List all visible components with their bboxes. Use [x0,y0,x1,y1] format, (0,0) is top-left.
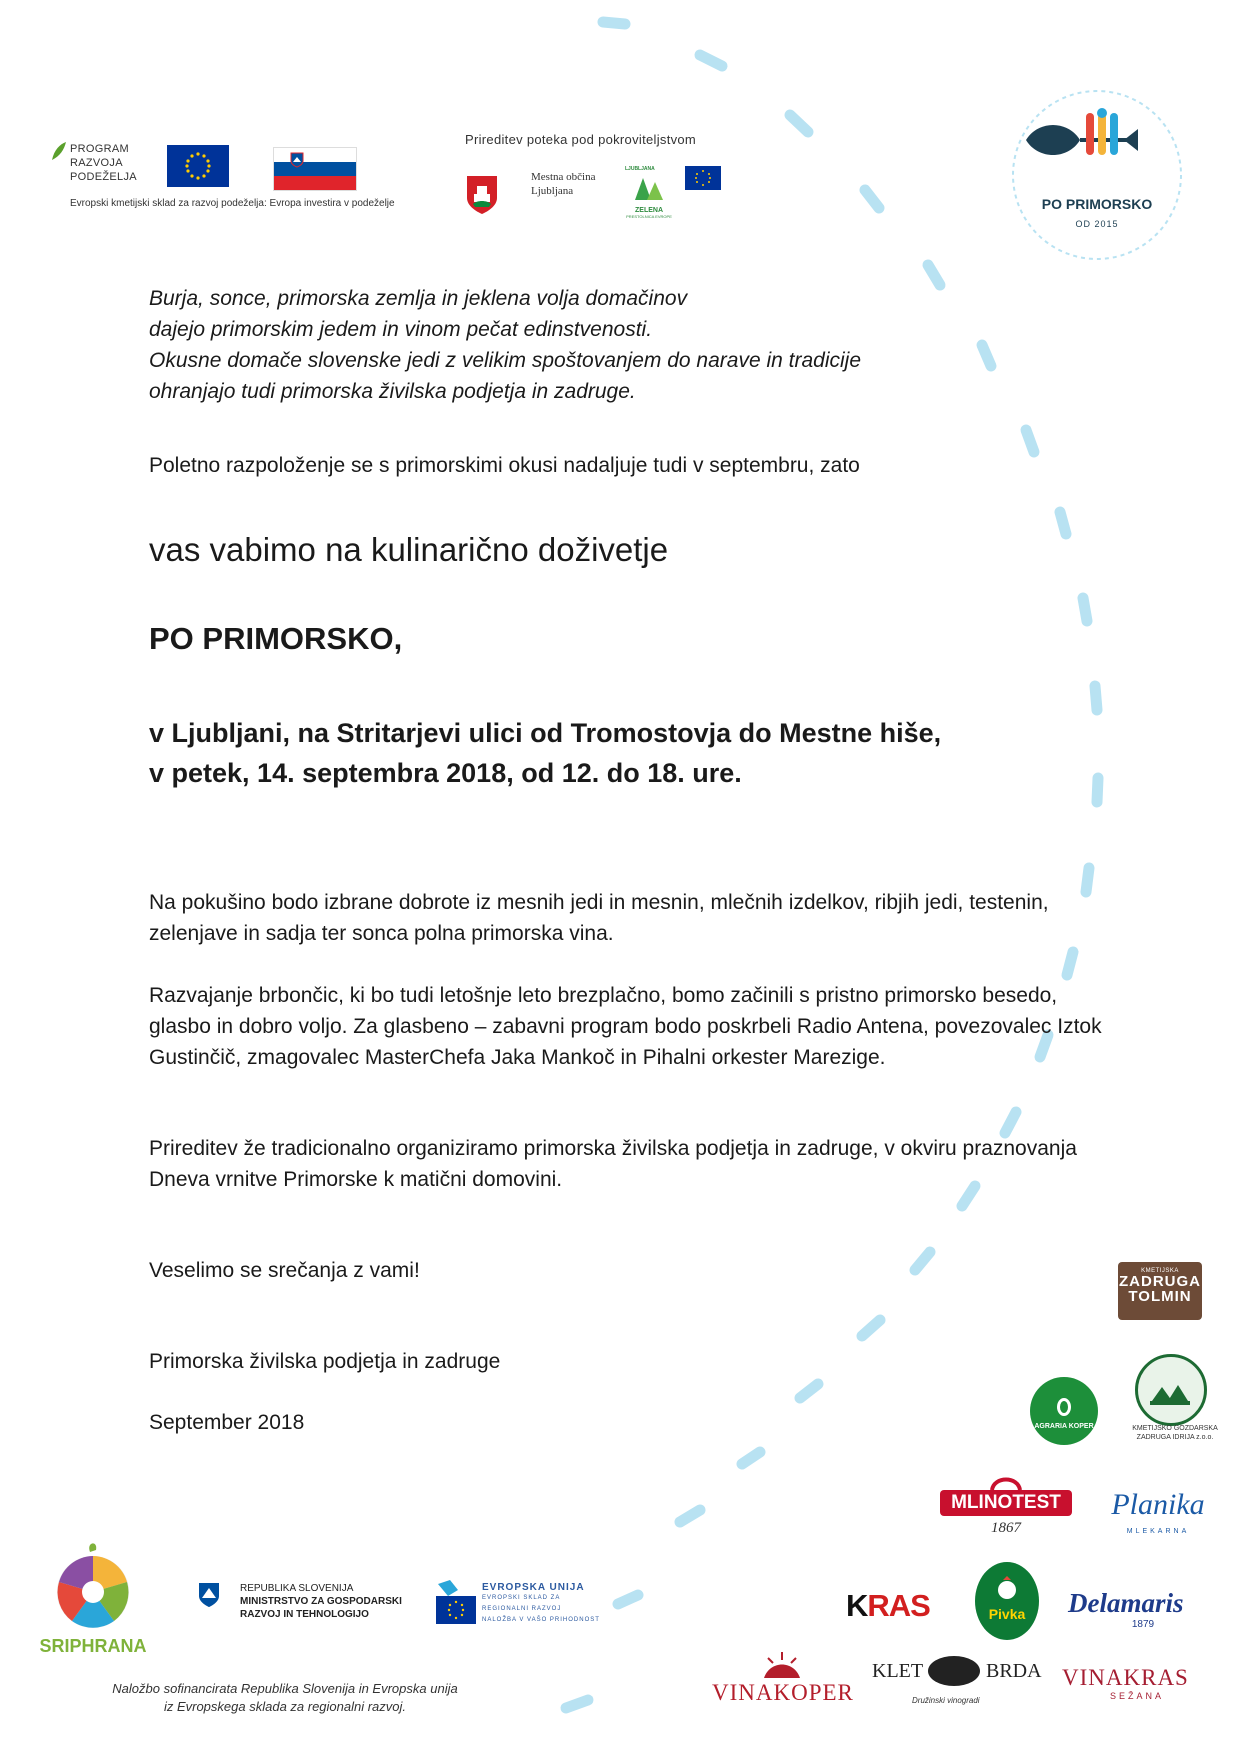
klet-brda-logo [872,1660,1042,1720]
kras-letter-k: K [846,1588,868,1623]
agraria-koper-logo [1030,1377,1098,1445]
ministry-text [240,1582,402,1621]
sun-icon [760,1650,804,1680]
klet-wordmark: KLET [872,1660,924,1682]
sriphrana-label: SRIPHRANA [39,1636,147,1656]
patronage-block [455,130,745,230]
ministry-logo [198,1582,418,1622]
municipality-line: Mestna občina [531,171,596,183]
program-logo-line: RAZVOJA [70,157,123,169]
intro-line: ohranjajo tudi primorska živilska podjetja in zadruge. [149,380,636,403]
eu-regional-fund-logo [434,1578,624,1634]
intro-line: Burja, sonce, primorska zemlja in jeklena volja domačinov [149,287,688,310]
zadruga-tolmin-line: KMETIJSKA [1141,1268,1179,1274]
kras-logo [846,1588,930,1624]
kgz-idrija-logo [1120,1354,1220,1454]
eu-regional-line: EVROPSKI SKLAD ZA [482,1595,561,1601]
agraria-label: AGRARIA KOPER [1034,1423,1094,1430]
eu-flag-icon [167,145,229,187]
po-primorsko-logo [998,85,1196,265]
delamaris-logo [1068,1588,1218,1630]
delamaris-wordmark: Delamaris [1068,1588,1184,1618]
program-razvoja-podezelja-logo [50,138,395,218]
zadruga-tolmin-line: TOLMIN [1128,1288,1192,1305]
paragraph-organizers: Prireditev že tradicionalno organiziramo primorska živilska podjetja in zadruge, v okviru praznovanja Dneva vrnitve Primorske k matični domovini. [149,1137,1077,1191]
eu-regional-text [482,1582,600,1626]
po-primorsko-emblem-icon [998,85,1196,265]
lead-sentence: Poletno razpoloženje se s primorskimi okusi nadaljuje tudi v septembru, zato [149,454,860,477]
ministry-line: REPUBLIKA SLOVENIJA [240,1583,354,1594]
mlinotest-wordmark: MLINOTEST [940,1490,1072,1516]
slovenia-coat-icon [290,152,304,168]
vinakras-subtitle: SEŽANA [1109,1691,1164,1701]
eu-regional-line: REGIONALNI RAZVOJ [482,1606,562,1612]
patronage-title: Prireditev poteka pod pokroviteljstvom [465,132,697,147]
eu-regional-flag-icon [434,1578,478,1628]
delamaris-year: 1879 [1131,1619,1155,1630]
green-capital-line: LJUBLJANA [625,166,655,172]
idrija-label: KMETIJSKO GOZDARSKA ZADRUGA IDRIJA z.o.o. [1132,1425,1218,1441]
paragraph-program: Razvajanje brbončic, ki bo tudi letošnje leto brezplačno, bomo začinili s pristno primorsko besedo, glasbo in dobro voljo. Za glasbeno – zabavni program bodo poskrbeli Radio Antena, povezovalec Iztok Gustinčič, zmagovalec MasterChefa Jaka Mankoč in Pihalni orkester Marezige. [149,984,1102,1069]
vinakoper-wordmark: VINAKOPER [712,1680,854,1705]
program-logo-line: PODEŽELJA [70,171,137,183]
idrija-emblem [1135,1354,1207,1426]
kmetijska-zadruga-tolmin-logo [1118,1262,1202,1320]
signature: Primorska živilska podjetja in zadruge [149,1350,501,1373]
intro-text [149,283,861,407]
investment-line: Naložbo sofinancirata Republika Slovenija in Evropska unija [112,1681,458,1696]
event-title: PO PRIMORSKO, [149,621,403,656]
green-capital-line: PRESTOLNICA EVROPE [626,214,672,219]
green-capital-line: ZELENA [635,207,663,214]
sriphrana-logo [38,1540,148,1660]
municipality-name [531,170,595,198]
ministry-line: MINISTRSTVO ZA GOSPODARSKI [240,1596,402,1607]
paragraph-tasting: Na pokušino bodo izbrane dobrote iz mesnih jedi in mesnin, mlečnih izdelkov, ribjih jedi, testenin, zelenjave in sadja ter sonca polna primorska vina. [149,891,1049,945]
municipality-line: Ljubljana [531,185,574,197]
houses-trees-icon [1138,1357,1204,1423]
planika-wordmark: Planika [1111,1488,1205,1521]
olive-icon [1054,1393,1074,1417]
planika-logo [1098,1488,1218,1538]
chicken-icon [995,1576,1019,1602]
brand-since: OD 2015 [1075,219,1119,229]
eu-regional-line: NALOŽBA V VAŠO PRIHODNOST [482,1617,600,1623]
eu-flag-small-icon [685,166,721,190]
zadruga-tolmin-line: ZADRUGA [1119,1273,1201,1290]
event-time: v petek, 14. septembra 2018, od 12. do 18. ure. [149,758,742,788]
event-location: v Ljubljani, na Stritarjevi ulici od Tromostovja do Mestne hiše, [149,718,942,748]
dash-strokes [566,22,1098,1708]
program-logo-text [70,142,137,184]
slovenia-coat-icon [198,1582,220,1608]
invitation-heading: vas vabimo na kulinarično doživetje [149,531,669,568]
intro-line: dajejo primorskim jedem in vinom pečat edinstvenosti. [149,318,653,341]
vinakras-wordmark: VINAKRAS [1062,1665,1189,1690]
tree-icon [625,172,673,202]
mlinotest-wheat-icon [988,1472,1024,1492]
program-logo-footer: Evropski kmetijski sklad za razvoj podeželja: Evropa investira v podeželje [70,198,395,209]
program-logo-line: PROGRAM [70,143,129,155]
document-date: September 2018 [149,1411,305,1434]
brand-name: PO PRIMORSKO [1041,196,1153,212]
planika-subtitle: MLEKARNA [1126,1528,1190,1535]
klet-brda-subtitle: Družinski vinogradi [912,1696,980,1705]
pivka-logo [975,1562,1039,1640]
investment-note [60,1680,510,1716]
intro-line: Okusne domače slovenske jedi z velikim spoštovanjem do narave in tradicije [149,349,862,372]
greeting: Veselimo se srečanja z vami! [149,1259,420,1282]
mlinotest-logo [938,1472,1078,1542]
kras-letters-ras: RAS [867,1588,930,1623]
klet-brda-emblem-icon [928,1656,980,1686]
event-location-time [149,713,941,793]
mlinotest-year: 1867 [991,1520,1021,1536]
vinakoper-logo [712,1650,852,1710]
green-capital-logo [625,166,673,228]
ministry-line: RAZVOJ IN TEHNOLOGIJO [240,1609,369,1620]
ljubljana-coat-of-arms-icon [465,174,499,216]
pivka-wordmark: Pivka [988,1606,1026,1622]
slovenia-flag-icon [273,147,357,191]
brda-wordmark: BRDA [986,1660,1042,1682]
sriphrana-wheel-icon [52,1540,134,1632]
vinakras-logo [1062,1665,1212,1701]
eu-regional-line: EVROPSKA UNIJA [482,1582,585,1593]
leaf-icon [50,140,68,162]
investment-line: iz Evropskega sklada za regionalni razvoj. [163,1699,407,1714]
